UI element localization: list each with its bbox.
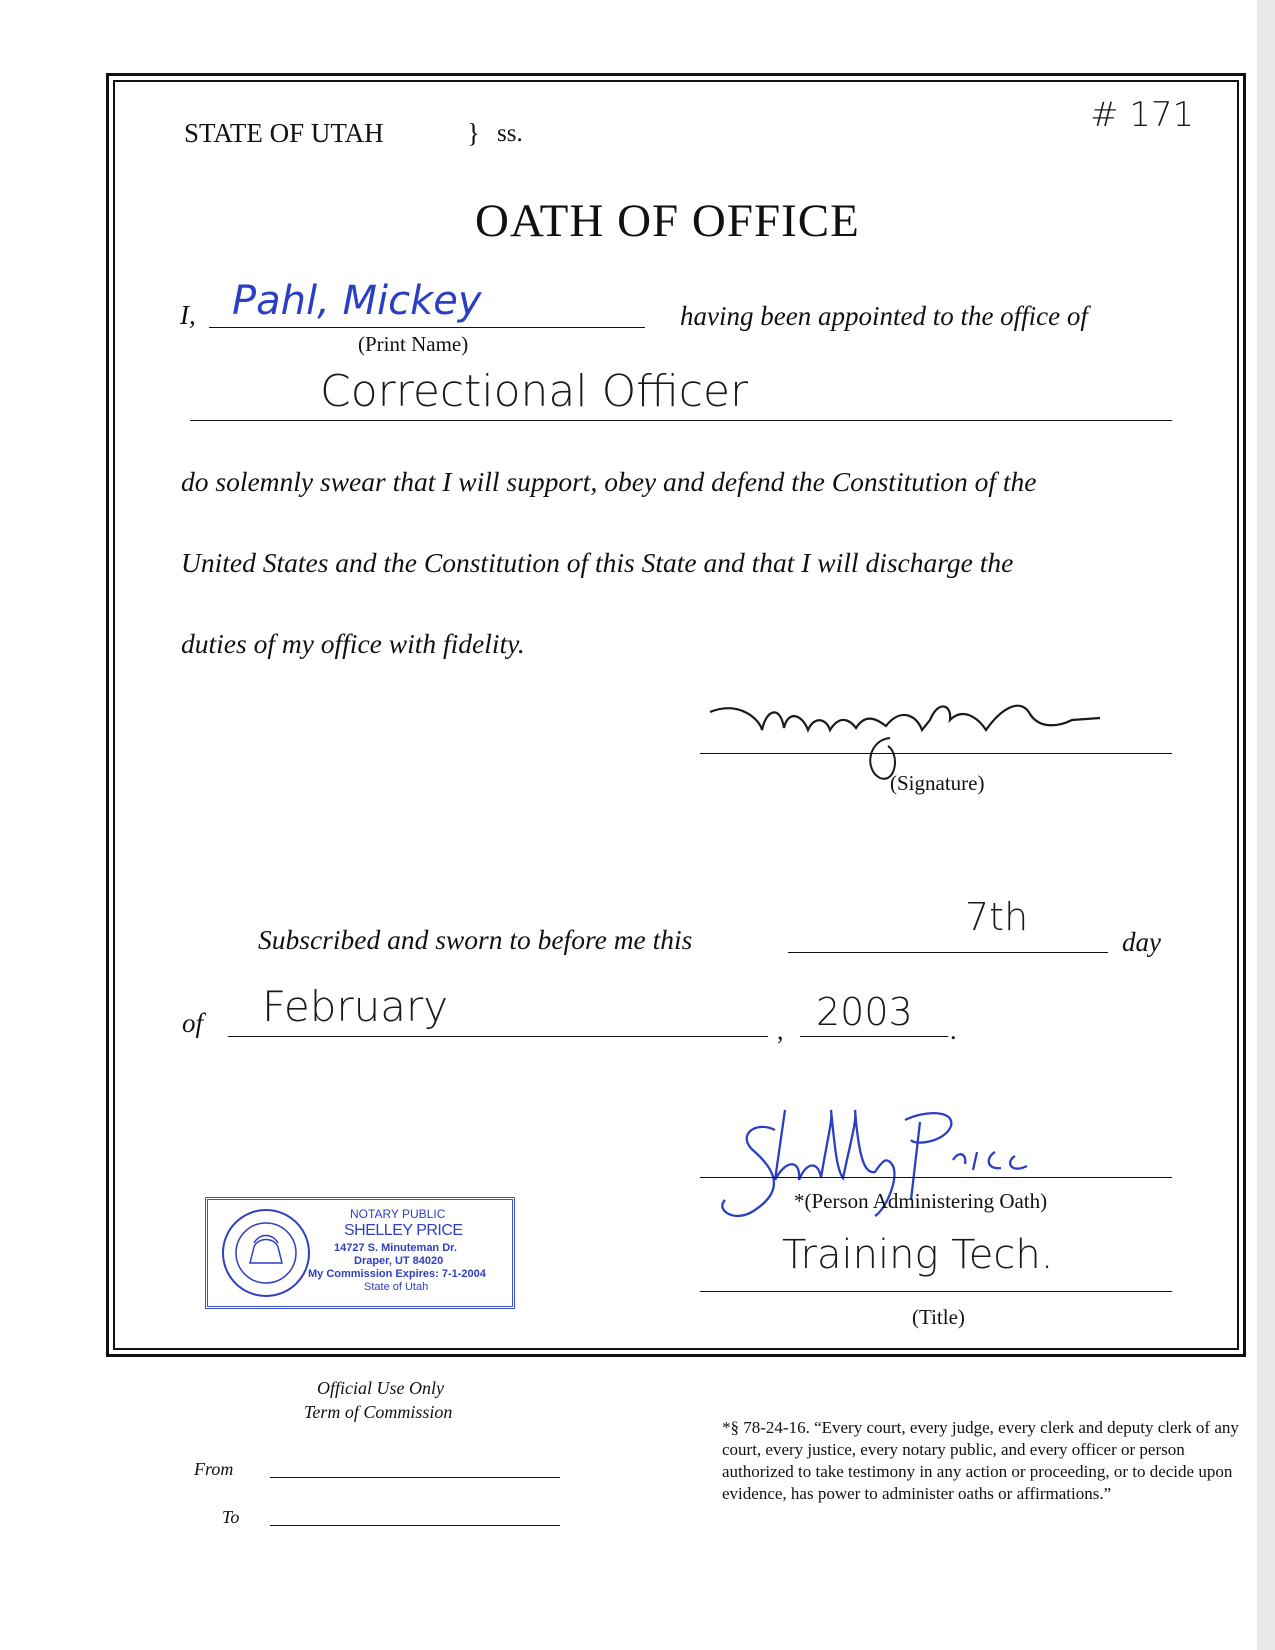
month-line xyxy=(228,1036,768,1037)
year-handwritten: 2003 xyxy=(816,990,913,1034)
to-line xyxy=(270,1525,560,1526)
day-handwritten: 7th xyxy=(965,895,1029,939)
from-label: From xyxy=(194,1459,234,1479)
official-use-heading: Official Use Only xyxy=(317,1378,444,1398)
administrator-line xyxy=(700,1177,1172,1178)
stamp-line-4: Draper, UT 84020 xyxy=(354,1255,444,1267)
office-line xyxy=(190,420,1172,421)
stamp-line-6: State of Utah xyxy=(364,1281,429,1293)
oath-line-3: duties of my office with fidelity. xyxy=(181,628,525,659)
page-title: OATH OF OFFICE xyxy=(475,195,860,247)
venue-brace: } xyxy=(467,118,480,148)
oath-line-1: do solemnly swear that I will support, obey and defend the Constitution of the xyxy=(181,466,1037,497)
appointed-text: having been appointed to the office of xyxy=(680,301,1088,331)
title-handwritten: Training Tech. xyxy=(782,1232,1054,1278)
stamp-line-1: NOTARY PUBLIC xyxy=(350,1207,446,1221)
stamp-line-3: 14727 S. Minuteman Dr. xyxy=(334,1242,457,1254)
title-line xyxy=(700,1291,1172,1292)
to-label: To xyxy=(222,1507,240,1527)
oath-line-2: United States and the Constitution of this State and that I will discharge the xyxy=(181,547,1014,578)
month-handwritten: February xyxy=(262,982,449,1031)
title-label: (Title) xyxy=(912,1305,965,1329)
signature-label: (Signature) xyxy=(890,771,985,795)
from-line xyxy=(270,1477,560,1478)
scan-edge xyxy=(1257,0,1275,1650)
day-label: day xyxy=(1122,927,1161,957)
page-number-mark: # 171 xyxy=(1090,95,1195,135)
venue-state: STATE OF UTAH xyxy=(184,118,384,148)
year-line xyxy=(800,1036,948,1037)
term-of-commission-heading: Term of Commission xyxy=(304,1402,453,1422)
state-seal-icon xyxy=(220,1207,312,1299)
date-comma: , xyxy=(777,1016,784,1045)
stamp-line-5: My Commission Expires: 7-1-2004 xyxy=(308,1268,486,1280)
administrator-signature xyxy=(715,1100,1048,1240)
stamp-line-2: SHELLEY PRICE xyxy=(344,1222,463,1239)
subscribed-text: Subscribed and sworn to before me this xyxy=(258,924,693,955)
of-label: of xyxy=(182,1008,204,1038)
print-name-label: (Print Name) xyxy=(358,332,469,356)
date-period: . xyxy=(950,1016,957,1045)
name-line xyxy=(209,327,645,328)
day-line xyxy=(788,952,1108,953)
venue-ss: ss. xyxy=(497,120,523,147)
signature-line xyxy=(700,753,1172,754)
administrator-label: *(Person Administering Oath) xyxy=(794,1189,1048,1213)
notary-stamp xyxy=(205,1197,515,1309)
name-handwritten: Pahl, Mickey xyxy=(232,278,482,324)
footnote-text: *§ 78-24-16. “Every court, every judge, every clerk and deputy clerk of any court, every justice, every notary public, and every officer or person authorized to take testimony in any action or proceeding, or to decide upon evidence, has power to administer oaths or affirmations.” xyxy=(722,1418,1239,1503)
office-handwritten: Correctional Officer xyxy=(320,366,749,417)
intro-i: I, xyxy=(180,300,196,330)
